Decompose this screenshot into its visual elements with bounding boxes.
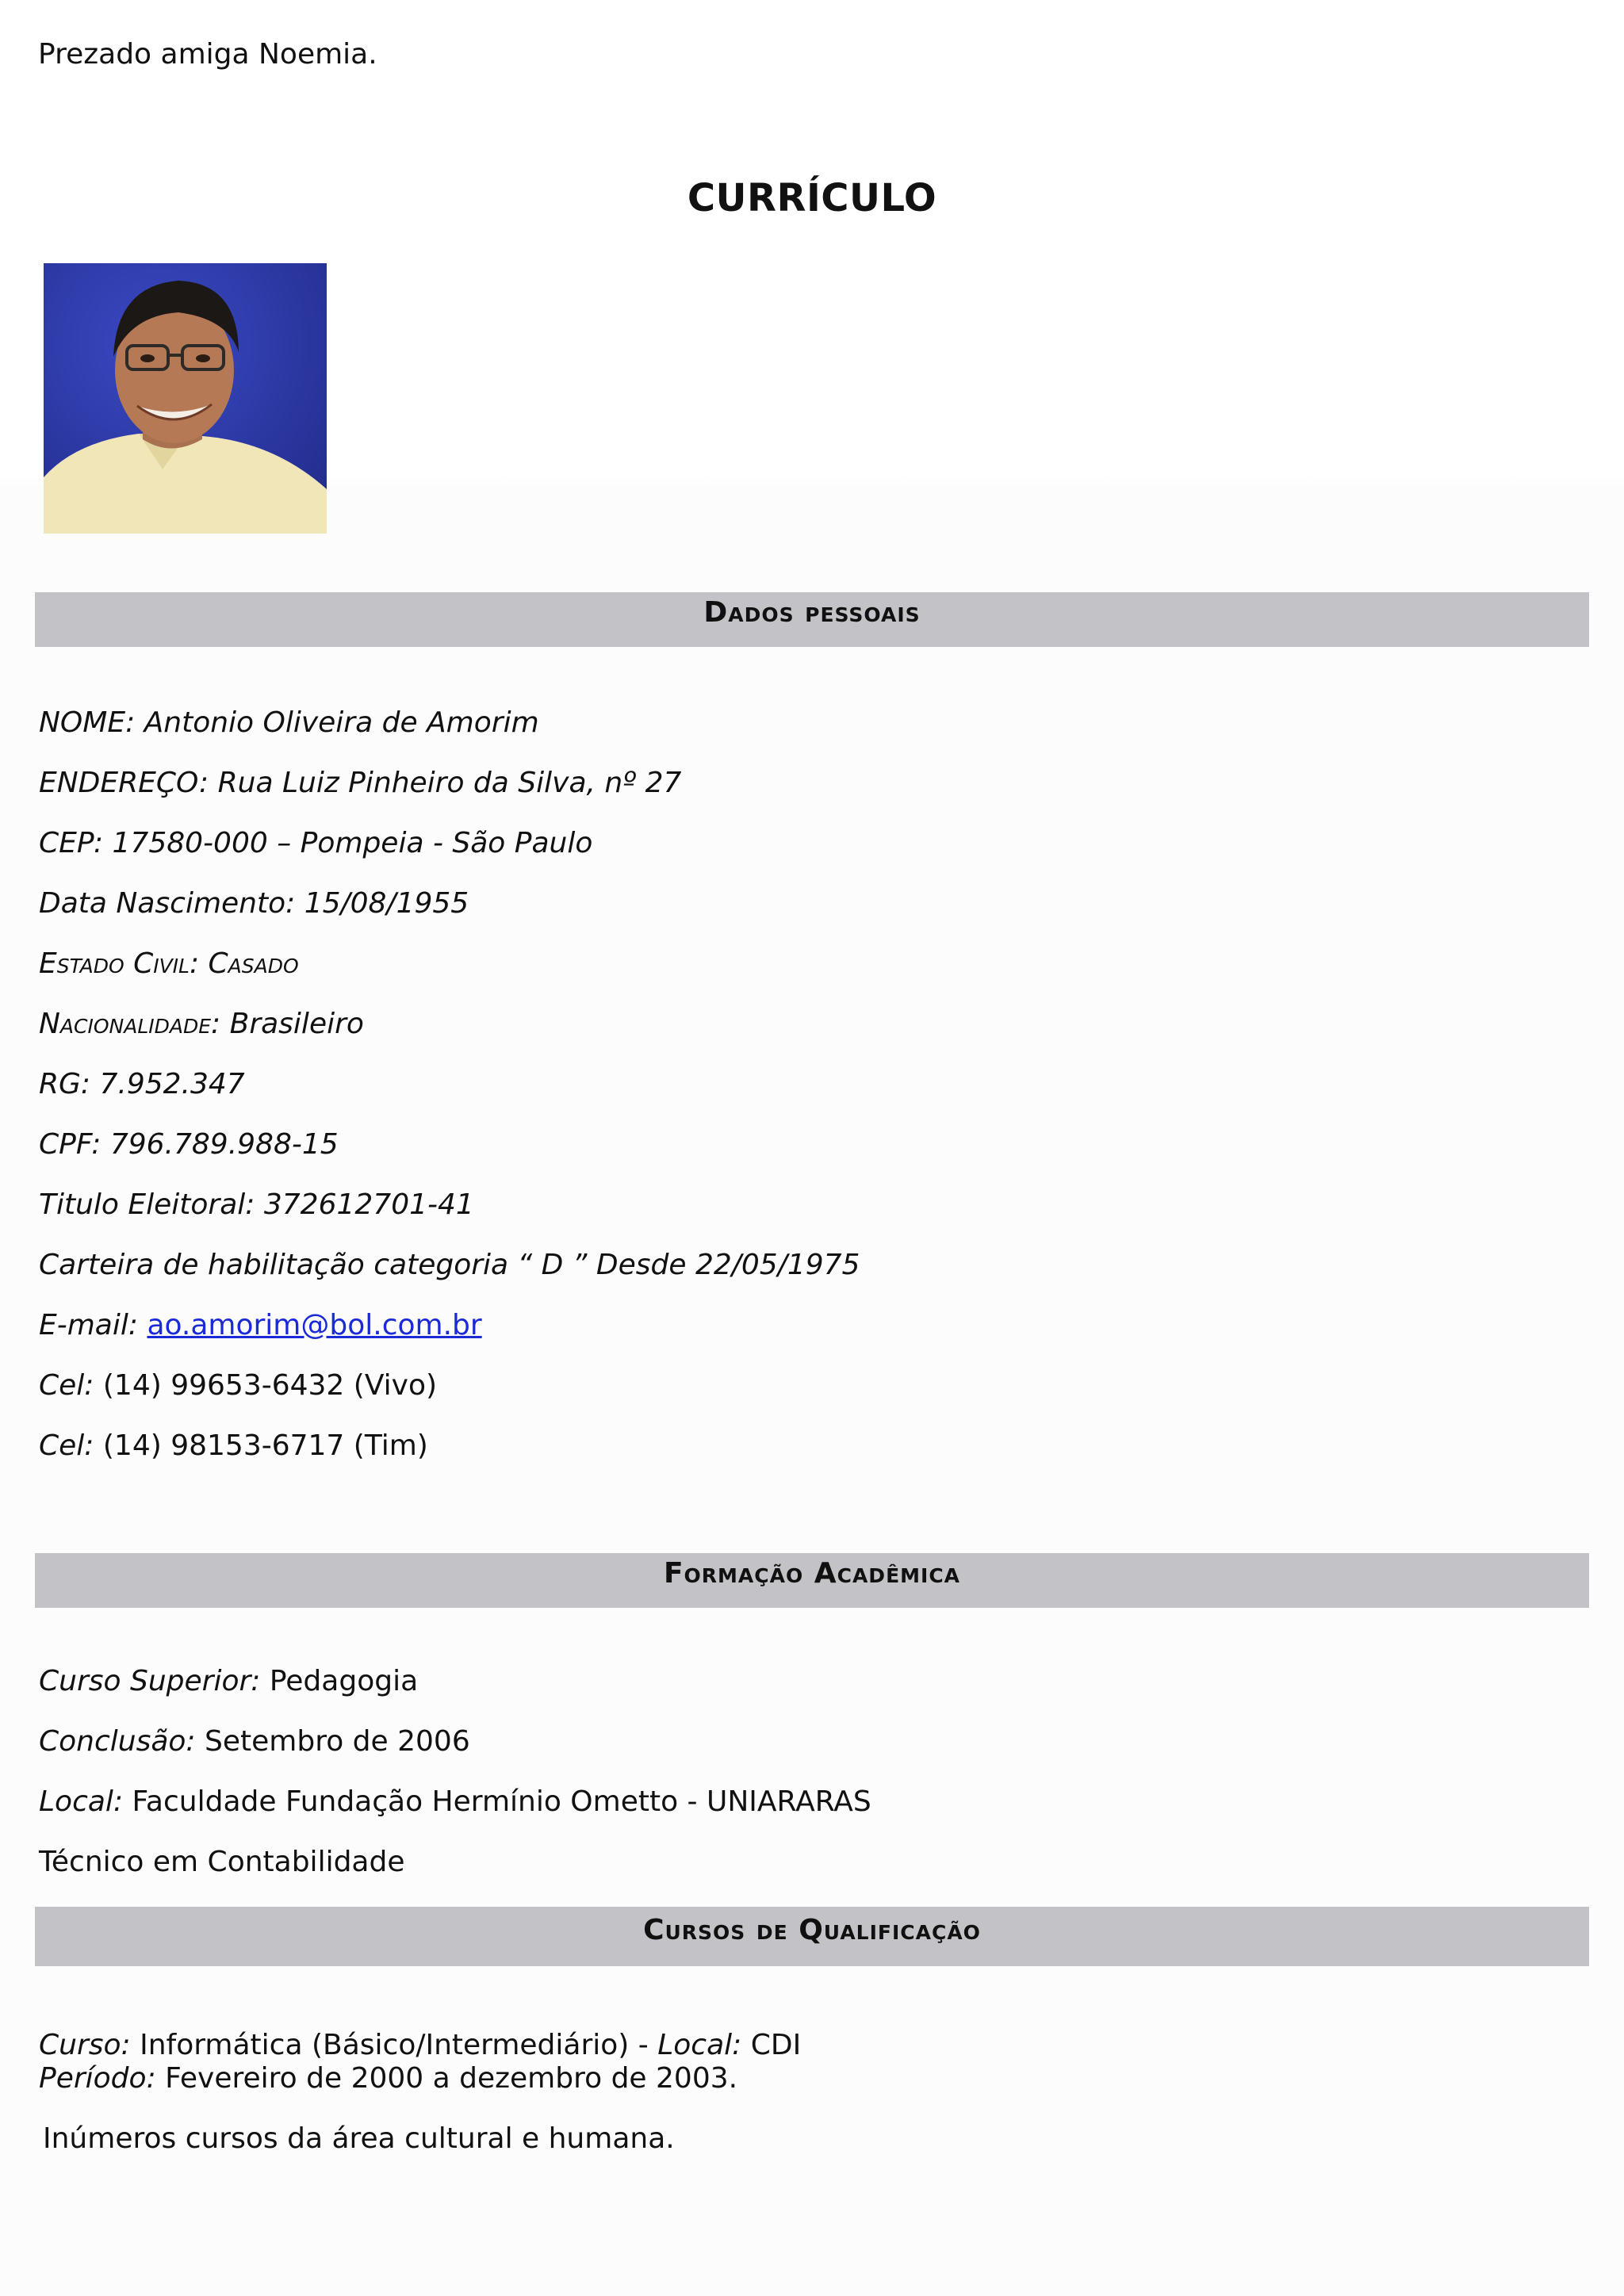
section-header-dados-pessoais: Dados pessoais [35, 592, 1589, 647]
field-curso [39, 2028, 801, 2063]
curso-local-value: CDI [741, 2029, 802, 2061]
greeting: Prezado amiga Noemia. [38, 38, 377, 71]
field-carteira-habilitacao: Carteira de habilitação categoria “ D ” Desde 22/05/1975 [39, 1249, 860, 1281]
field-email [39, 1308, 482, 1343]
conclusao-label: Conclusão: [39, 1725, 196, 1758]
field-periodo [39, 2061, 737, 2096]
curso-superior-value: Pedagogia [260, 1665, 419, 1697]
field-nome: NOME: Antonio Oliveira de Amorim [39, 706, 539, 739]
field-endereco: ENDEREÇO: Rua Luiz Pinheiro da Silva, nº 27 [39, 767, 682, 799]
curso-local-label: Local: [657, 2029, 742, 2061]
curso-superior-label: Curso Superior: [39, 1665, 261, 1697]
nacionalidade-value: : Brasileiro [211, 1008, 364, 1040]
email-link[interactable]: ao.amorim@bol.com.br [147, 1309, 482, 1341]
field-cep: CEP: 17580-000 – Pompeia - São Paulo [39, 827, 593, 859]
email-label: E-mail: [39, 1309, 147, 1341]
periodo-value: Fevereiro de 2000 a dezembro de 2003. [155, 2062, 738, 2095]
field-cpf: CPF: 796.789.988-15 [39, 1128, 339, 1161]
section-header-formacao-academica: Formação Acadêmica [35, 1553, 1589, 1608]
field-data-nascimento: Data Nascimento: 15/08/1955 [39, 887, 469, 920]
curso-value: Informática (Básico/Intermediário) - [130, 2029, 658, 2061]
cel-value: (14) 98153-6717 (Tim) [94, 1429, 428, 1462]
field-outros-cursos: Inúmeros cursos da área cultural e humana. [43, 2122, 675, 2155]
cel-label: Cel: [39, 1369, 94, 1402]
section-header-cursos-qualificacao: Cursos de Qualificação [35, 1907, 1589, 1966]
field-cel-vivo [39, 1368, 437, 1403]
conclusao-value: Setembro de 2006 [195, 1725, 470, 1758]
local-label: Local: [39, 1785, 124, 1818]
local-value: Faculdade Fundação Hermínio Ometto - UNIARARAS [123, 1785, 871, 1818]
field-nacionalidade [39, 1007, 364, 1042]
field-cel-tim [39, 1429, 428, 1464]
nacionalidade-label: Nacionalidade [39, 1008, 212, 1040]
curso-label: Curso: [39, 2029, 131, 2061]
field-conclusao [39, 1724, 470, 1759]
field-tecnico: Técnico em Contabilidade [39, 1846, 405, 1878]
field-estado-civil: Estado Civil: Casado [39, 947, 299, 980]
field-rg: RG: 7.952.347 [39, 1068, 245, 1100]
field-titulo-eleitoral: Titulo Eleitoral: 372612701-41 [39, 1188, 474, 1221]
periodo-label: Período: [39, 2062, 156, 2095]
field-curso-superior [39, 1664, 418, 1699]
profile-photo [44, 263, 327, 534]
cel-label: Cel: [39, 1429, 94, 1462]
cel-value: (14) 99653-6432 (Vivo) [94, 1369, 438, 1402]
page-title: CURRÍCULO [687, 176, 937, 220]
field-local [39, 1785, 871, 1820]
